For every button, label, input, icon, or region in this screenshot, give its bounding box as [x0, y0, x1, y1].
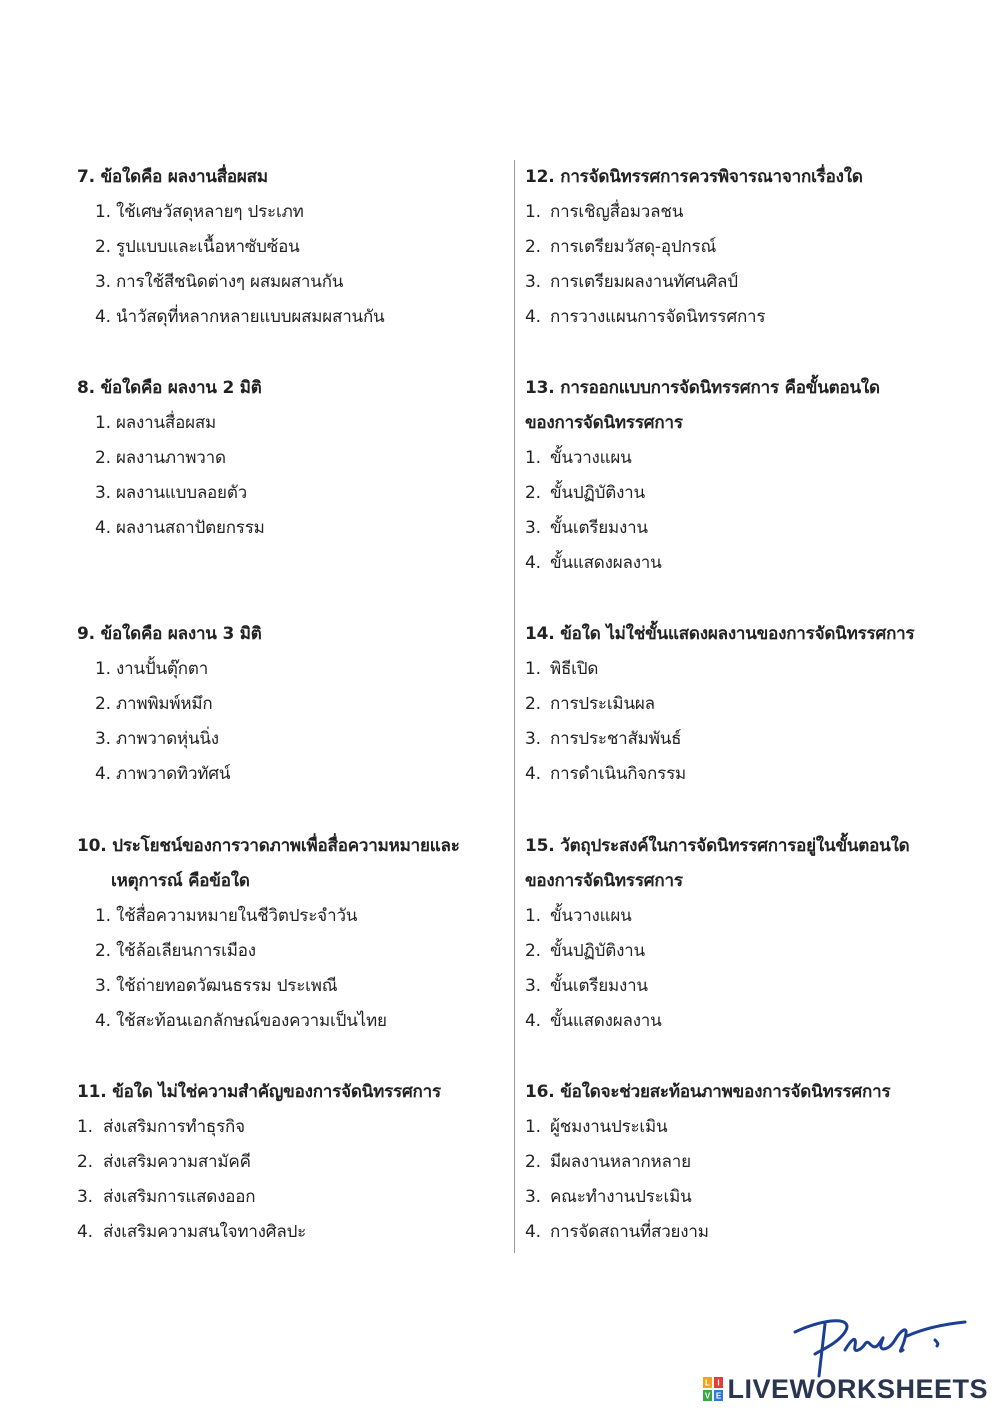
answer-option[interactable]: [77, 757, 502, 792]
option-number: 3.: [95, 483, 111, 503]
option-number: 4.: [95, 1011, 111, 1031]
answer-option[interactable]: [525, 934, 975, 969]
question-title: 15. วัตถุประสงค์ในการจัดนิทรรศการอยู่ในขั้นตอนใด: [525, 836, 910, 856]
answer-option[interactable]: [525, 1004, 975, 1039]
option-number: 3.: [525, 976, 541, 996]
option-text: การเตรียมวัสดุ-อุปกรณ์: [550, 237, 717, 257]
option-number: 1.: [77, 1117, 93, 1137]
option-number: 3.: [77, 1187, 93, 1207]
option-text: ผลงานสถาปัตยกรรม: [116, 518, 265, 538]
answer-option[interactable]: [525, 722, 975, 757]
liveworksheets-logo[interactable]: [703, 1374, 988, 1404]
option-text: การดำเนินกิจกรรม: [550, 764, 687, 784]
answer-option[interactable]: [77, 441, 502, 476]
option-number: 4.: [95, 764, 111, 784]
option-number: 3.: [525, 272, 541, 292]
answer-option[interactable]: [77, 1180, 502, 1215]
option-text: ใช้เศษวัสดุหลายๆ ประเภท: [116, 202, 304, 222]
option-number: 4.: [525, 764, 541, 784]
option-text: ขั้นวางแผน: [550, 448, 632, 468]
icon-letter: L: [705, 1378, 711, 1388]
option-number: 4.: [525, 1222, 541, 1242]
option-number: 1.: [95, 659, 111, 679]
answer-option[interactable]: [77, 476, 502, 511]
answer-option[interactable]: [525, 546, 975, 581]
question-12: [525, 160, 975, 335]
option-text: การจัดสถานที่สวยงาม: [550, 1222, 709, 1242]
brand-name: LIVEWORKSHEETS: [727, 1374, 988, 1404]
option-number: 3.: [95, 272, 111, 292]
answer-option[interactable]: [525, 757, 975, 792]
question-title-continued: เหตุการณ์ คือข้อใด: [111, 871, 250, 891]
question-title-continued: ของการจัดนิทรรศการ: [525, 871, 683, 891]
answer-option[interactable]: [77, 652, 502, 687]
question-11: [77, 1075, 502, 1250]
answer-option[interactable]: [525, 1110, 975, 1145]
question-14: [525, 617, 975, 792]
answer-option[interactable]: [525, 265, 975, 300]
option-number: 2.: [525, 941, 541, 961]
signature-graphic: [785, 1310, 970, 1382]
option-number: 4.: [525, 1011, 541, 1031]
option-number: 1.: [95, 413, 111, 433]
question-title: 7. ข้อใดคือ ผลงานสื่อผสม: [77, 167, 268, 187]
option-text: ขั้นแสดงผลงาน: [550, 1011, 662, 1031]
option-number: 4.: [77, 1222, 93, 1242]
option-text: ภาพพิมพ์หมึก: [116, 694, 213, 714]
option-text: ขั้นวางแผน: [550, 906, 632, 926]
liveworksheets-icon: [703, 1377, 723, 1401]
answer-option[interactable]: [77, 1145, 502, 1180]
option-text: มีผลงานหลากหลาย: [550, 1152, 691, 1172]
answer-option[interactable]: [77, 722, 502, 757]
option-number: 3.: [525, 1187, 541, 1207]
option-number: 2.: [525, 1152, 541, 1172]
option-text: ผลงานแบบลอยตัว: [116, 483, 248, 503]
answer-option[interactable]: [525, 300, 975, 335]
question-13: [525, 371, 975, 581]
option-text: การใช้สีชนิดต่างๆ ผสมผสานกัน: [116, 272, 344, 292]
option-text: ขั้นเตรียมงาน: [550, 518, 648, 538]
question-9: [77, 617, 502, 792]
answer-option[interactable]: [77, 230, 502, 265]
option-text: คณะทำงานประเมิน: [550, 1187, 692, 1207]
question-title: 16. ข้อใดจะช่วยสะท้อนภาพของการจัดนิทรรศการ: [525, 1082, 891, 1102]
question-title: 11. ข้อใด ไม่ใช่ความสำคัญของการจัดนิทรรศการ: [77, 1082, 441, 1102]
answer-option[interactable]: [525, 441, 975, 476]
option-text: การประชาสัมพันธ์: [550, 729, 682, 749]
question-8: [77, 371, 502, 546]
answer-option[interactable]: [525, 230, 975, 265]
option-text: การเชิญสื่อมวลชน: [550, 202, 684, 222]
option-number: 1.: [95, 906, 111, 926]
option-text: ส่งเสริมการแสดงออก: [103, 1187, 256, 1207]
icon-letter: V: [705, 1391, 711, 1401]
option-number: 2.: [95, 237, 111, 257]
answer-option[interactable]: [77, 195, 502, 230]
option-text: ส่งเสริมความสนใจทางศิลปะ: [103, 1222, 307, 1242]
option-text: ผลงานสื่อผสม: [116, 413, 217, 433]
option-text: ส่งเสริมการทำธุรกิจ: [103, 1117, 245, 1137]
option-text: การวางแผนการจัดนิทรรศการ: [550, 307, 766, 327]
answer-option[interactable]: [525, 1215, 975, 1250]
option-text: ขั้นปฏิบัติงาน: [550, 483, 645, 503]
option-number: 1.: [525, 906, 541, 926]
answer-option[interactable]: [525, 476, 975, 511]
answer-option[interactable]: [525, 652, 975, 687]
option-text: ขั้นเตรียมงาน: [550, 976, 648, 996]
question-7: [77, 160, 502, 335]
option-text: งานปั้นตุ๊กตา: [116, 659, 209, 679]
option-text: ส่งเสริมความสามัคคี: [103, 1152, 251, 1172]
question-title: 8. ข้อใดคือ ผลงาน 2 มิติ: [77, 378, 262, 398]
icon-letter: I: [717, 1378, 721, 1388]
question-title-continued: ของการจัดนิทรรศการ: [525, 413, 683, 433]
question-10: [77, 829, 502, 1039]
column-divider: [514, 160, 515, 1253]
answer-option[interactable]: [525, 511, 975, 546]
question-title: 10. ประโยชน์ของการวาดภาพเพื่อสื่อความหมายและ: [77, 836, 460, 856]
option-text: การประเมินผล: [550, 694, 655, 714]
option-text: ใช้ล้อเลียนการเมือง: [116, 941, 256, 961]
option-number: 1.: [525, 202, 541, 222]
option-text: ใช้สะท้อนเอกลักษณ์ของความเป็นไทย: [116, 1011, 387, 1031]
question-title: 13. การออกแบบการจัดนิทรรศการ คือขั้นตอนใด: [525, 378, 880, 398]
answer-option[interactable]: [77, 300, 502, 335]
option-number: 1.: [525, 1117, 541, 1137]
question-16: [525, 1075, 975, 1250]
option-number: 3.: [95, 729, 111, 749]
option-text: ขั้นแสดงผลงาน: [550, 553, 662, 573]
option-number: 2.: [95, 448, 111, 468]
answer-option[interactable]: [77, 406, 502, 441]
option-number: 2.: [95, 694, 111, 714]
option-number: 4.: [525, 307, 541, 327]
option-number: 1.: [95, 202, 111, 222]
option-number: 2.: [95, 941, 111, 961]
answer-option[interactable]: [525, 1145, 975, 1180]
answer-option[interactable]: [77, 511, 502, 546]
answer-option[interactable]: [77, 969, 502, 1004]
answer-option[interactable]: [525, 899, 975, 934]
answer-option[interactable]: [77, 1110, 502, 1145]
option-text: ใช้สื่อความหมายในชีวิตประจำวัน: [116, 906, 358, 926]
question-title: 9. ข้อใดคือ ผลงาน 3 มิติ: [77, 624, 262, 644]
answer-option[interactable]: [525, 687, 975, 722]
question-title: 14. ข้อใด ไม่ใช่ขั้นแสดงผลงานของการจัดนิทรรศการ: [525, 624, 915, 644]
answer-option[interactable]: [77, 934, 502, 969]
option-number: 4.: [95, 307, 111, 327]
question-15: [525, 829, 975, 1039]
option-number: 3.: [95, 976, 111, 996]
option-number: 2.: [525, 483, 541, 503]
option-number: 2.: [77, 1152, 93, 1172]
answer-option[interactable]: [77, 687, 502, 722]
option-text: ใช้ถ่ายทอดวัฒนธรรม ประเพณี: [116, 976, 338, 996]
option-text: รูปแบบและเนื้อหาซับซ้อน: [116, 237, 300, 257]
option-text: นำวัสดุที่หลากหลายแบบผสมผสานกัน: [116, 307, 385, 327]
option-text: ภาพวาดทิวทัศน์: [116, 764, 231, 784]
option-text: ขั้นปฏิบัติงาน: [550, 941, 645, 961]
answer-option[interactable]: [77, 899, 502, 934]
icon-letter: E: [716, 1391, 722, 1401]
answer-option[interactable]: [77, 1215, 502, 1250]
option-text: การเตรียมผลงานทัศนศิลป์: [550, 272, 738, 292]
option-text: ผลงานภาพวาด: [116, 448, 226, 468]
option-number: 1.: [525, 659, 541, 679]
option-number: 3.: [525, 729, 541, 749]
option-number: 4.: [95, 518, 111, 538]
option-number: 1.: [525, 448, 541, 468]
answer-option[interactable]: [77, 1004, 502, 1039]
option-number: 2.: [525, 237, 541, 257]
answer-option[interactable]: [525, 195, 975, 230]
answer-option[interactable]: [525, 1180, 975, 1215]
option-number: 3.: [525, 518, 541, 538]
answer-option[interactable]: [77, 265, 502, 300]
option-text: ผู้ชมงานประเมิน: [550, 1117, 668, 1137]
option-number: 2.: [525, 694, 541, 714]
answer-option[interactable]: [525, 969, 975, 1004]
question-title: 12. การจัดนิทรรศการควรพิจารณาจากเรื่องใด: [525, 167, 863, 187]
option-text: พิธีเปิด: [550, 659, 599, 679]
option-number: 4.: [525, 553, 541, 573]
option-text: ภาพวาดหุ่นนิ่ง: [116, 729, 219, 749]
